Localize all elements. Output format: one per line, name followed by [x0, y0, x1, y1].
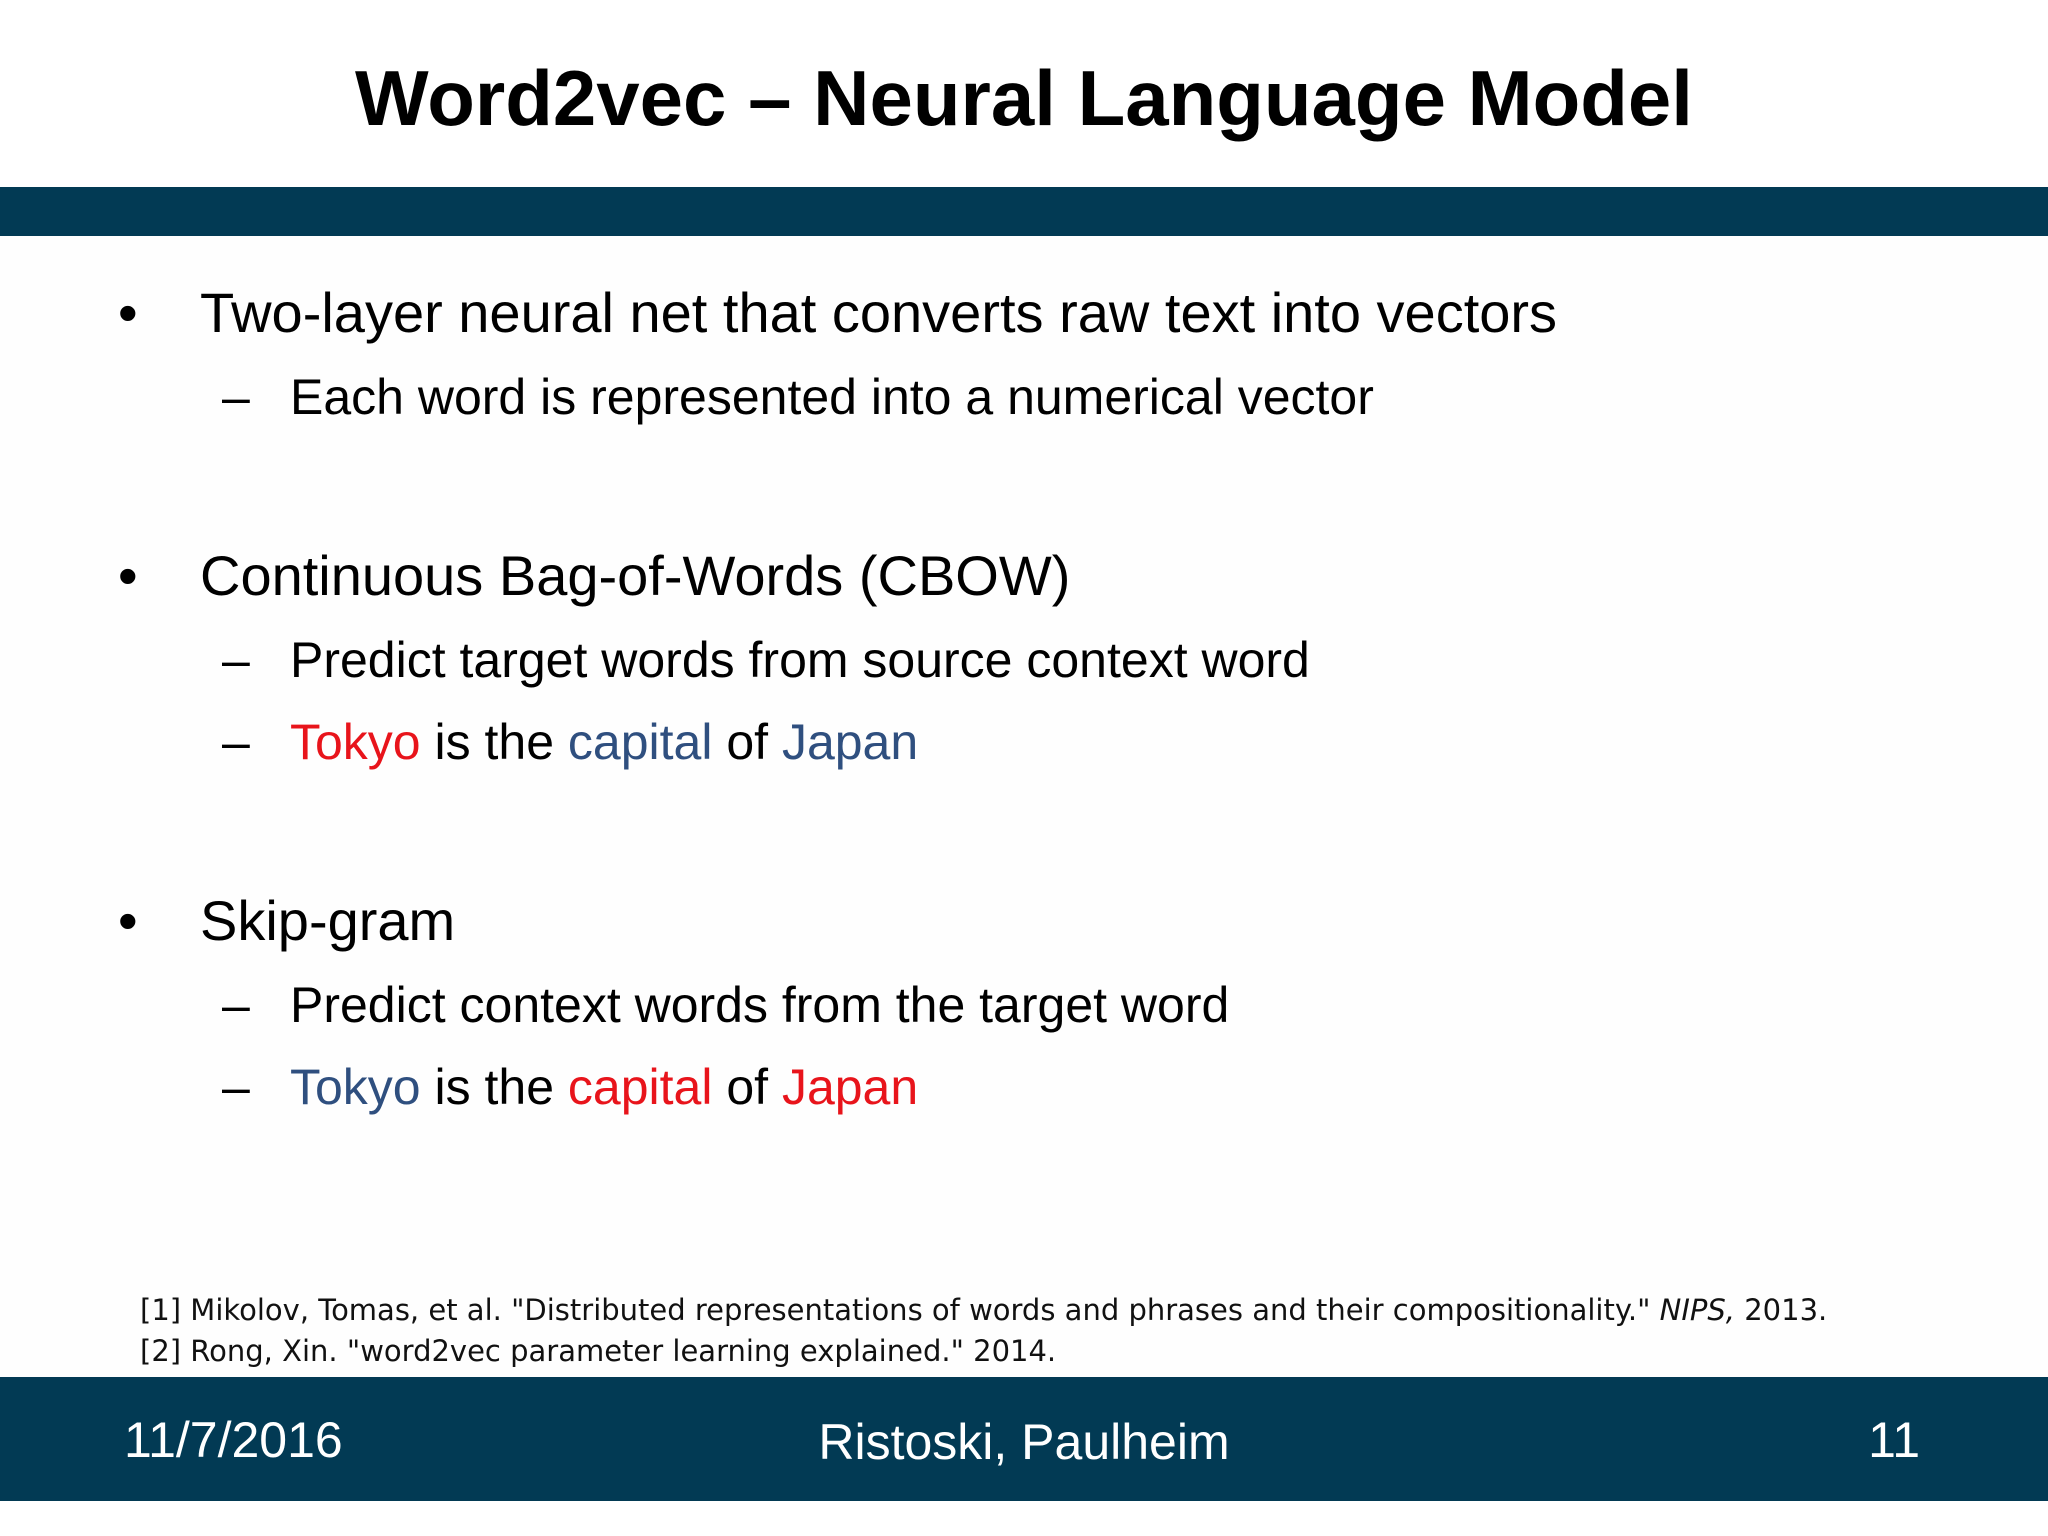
word-plain: is the	[420, 714, 568, 770]
bullet-marker: •	[118, 889, 138, 952]
example-sentence-text	[290, 1056, 918, 1118]
sub-bullet-marker: –	[222, 1059, 250, 1115]
bullet-marker: •	[118, 544, 138, 607]
sub-bullet-marker: –	[222, 977, 250, 1033]
sub-bullet-marker: –	[222, 369, 250, 425]
bullet-marker: •	[118, 281, 138, 344]
header-bar	[0, 187, 2048, 236]
page-number: 11	[1868, 1412, 1920, 1468]
word-japan: Japan	[781, 1059, 919, 1115]
reference-venue: NIPS,	[1659, 1293, 1736, 1327]
sub-bullet-text: Each word is represented into a numerical vector	[290, 369, 1374, 425]
reference-2: [2] Rong, Xin. "word2vec parameter learning explained." 2014.	[140, 1334, 1057, 1368]
example-sentence-text	[290, 711, 918, 773]
footer-date: 11/7/2016	[124, 1412, 343, 1468]
bottom-strip	[0, 1501, 2048, 1536]
word-plain: of	[712, 1059, 782, 1115]
references	[140, 1290, 1827, 1372]
sub-bullet-marker: –	[222, 632, 250, 688]
word-capital: capital	[567, 1059, 713, 1115]
slide-title: Word2vec – Neural Language Model	[355, 54, 1693, 142]
sub-bullet-text: Predict context words from the target word	[290, 977, 1230, 1033]
word-tokyo: Tokyo	[290, 714, 421, 770]
sub-bullet-marker: –	[222, 714, 250, 770]
word-japan: Japan	[781, 714, 919, 770]
word-capital: capital	[567, 714, 713, 770]
bullet-text: Skip-gram	[200, 889, 456, 952]
word-plain: is the	[420, 1059, 568, 1115]
footer-authors: Ristoski, Paulheim	[818, 1414, 1230, 1470]
reference-1: [1] Mikolov, Tomas, et al. "Distributed representations of words and phrases and their compositionality." NIPS, 2013.	[140, 1293, 1828, 1327]
word-tokyo: Tokyo	[290, 1059, 421, 1115]
word-plain: of	[712, 714, 782, 770]
bullet-text: Two-layer neural net that converts raw text into vectors	[200, 281, 1558, 344]
footer-bar	[0, 1377, 2048, 1501]
bullet-text: Continuous Bag-of-Words (CBOW)	[200, 544, 1071, 607]
sub-bullet-text: Predict target words from source context word	[290, 632, 1310, 688]
